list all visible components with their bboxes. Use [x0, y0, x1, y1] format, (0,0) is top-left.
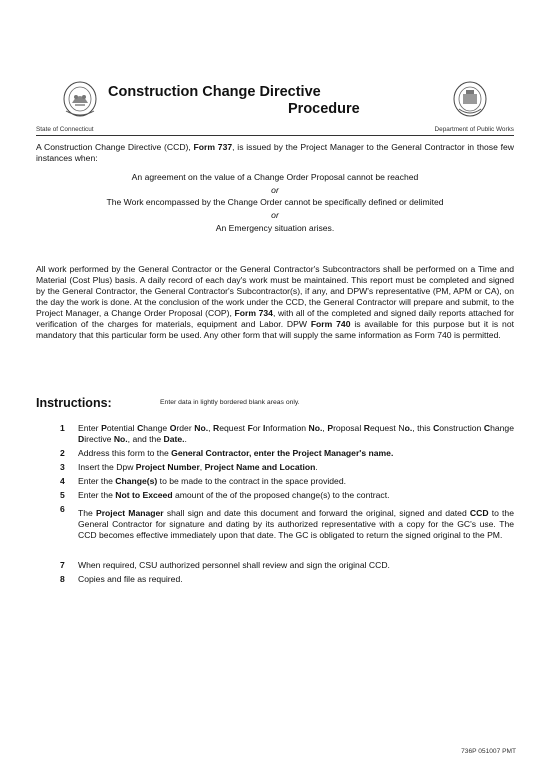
item-text: Enter the Not to Exceed amount of the of the proposed change(s) to the contract.: [78, 490, 390, 500]
or-separator-2: or: [271, 210, 279, 220]
title-line-2: Procedure: [288, 101, 360, 117]
title-line-1: Construction Change Directive: [108, 84, 321, 100]
intro-paragraph: A Construction Change Directive (CCD), Form 737, is issued by the Project Manager to the General Contractor in those few instances when:: [36, 142, 514, 163]
instructions-heading: Instructions:: [36, 396, 112, 410]
item-number: 5: [60, 490, 65, 500]
state-caption: State of Connecticut: [36, 126, 94, 133]
item-text: Enter Potential Change Order No., Request For Information No., Proposal Request No., this Construction Change Directive No., and the Date..: [78, 423, 514, 444]
body-paragraph: All work performed by the General Contractor or the General Contractor's Subcontractors shall be performed on a Time and Material (Cost Plus) basis. A daily record of each day's work must be maintained. This report must be completed and signed by the General Contractor, the General Contractor's Subcontractor(s), if any, and DPW's representative (PM, APM or CA), on the day the work is done. At the conclusion of the work under the CCD, the General Contractor will prepare and submit, to the Project Manager, a Change Order Proposal (COP), Form 734, with all of the completed and signed daily reports attached for verification of the charges for materials, equipment and Labor. DPW Form 740 is available for this purpose but it is not mandatory that this particular form be used. Any other form that will supply the same information as Form 740 is permitted.: [36, 264, 514, 340]
condition-2: The Work encompassed by the Change Order cannot be specifically defined or delimited: [106, 197, 444, 207]
item-number: 2: [60, 448, 65, 458]
item-number: 7: [60, 560, 65, 570]
instructions-note: Enter data in lightly bordered blank areas only.: [160, 399, 300, 406]
header-divider: [36, 135, 514, 136]
item-number: 6: [60, 504, 65, 514]
or-separator-1: or: [271, 185, 279, 195]
item-text: Enter the Change(s) to be made to the contract in the space provided.: [78, 476, 346, 486]
item-text: When required, CSU authorized personnel shall review and sign the original CCD.: [78, 560, 390, 570]
item-number: 8: [60, 574, 65, 584]
item-number: 3: [60, 462, 65, 472]
form-code: 736P 051007 PMT: [461, 748, 516, 755]
item-text: Copies and file as required.: [78, 574, 183, 584]
condition-3: An Emergency situation arises.: [215, 223, 335, 233]
dpw-seal-icon: [452, 81, 488, 117]
condition-1: An agreement on the value of a Change Order Proposal cannot be reached: [131, 172, 419, 182]
connecticut-state-seal-icon: [62, 81, 98, 117]
item-number: 4: [60, 476, 65, 486]
item-number: 1: [60, 423, 65, 433]
item-text: The Project Manager shall sign and date this document and forward the original, signed and dated CCD to the General Contractor for signature and dating by its authorized representative with a copy for the GC's use. The CCD becomes effective immediately upon that date. The GC is obligated to return the signed original to the PM.: [78, 508, 514, 540]
department-caption: Department of Public Works: [434, 126, 514, 133]
item-text: Insert the Dpw Project Number, Project Name and Location.: [78, 462, 318, 472]
item-text: Address this form to the General Contractor, enter the Project Manager's name.: [78, 448, 394, 458]
